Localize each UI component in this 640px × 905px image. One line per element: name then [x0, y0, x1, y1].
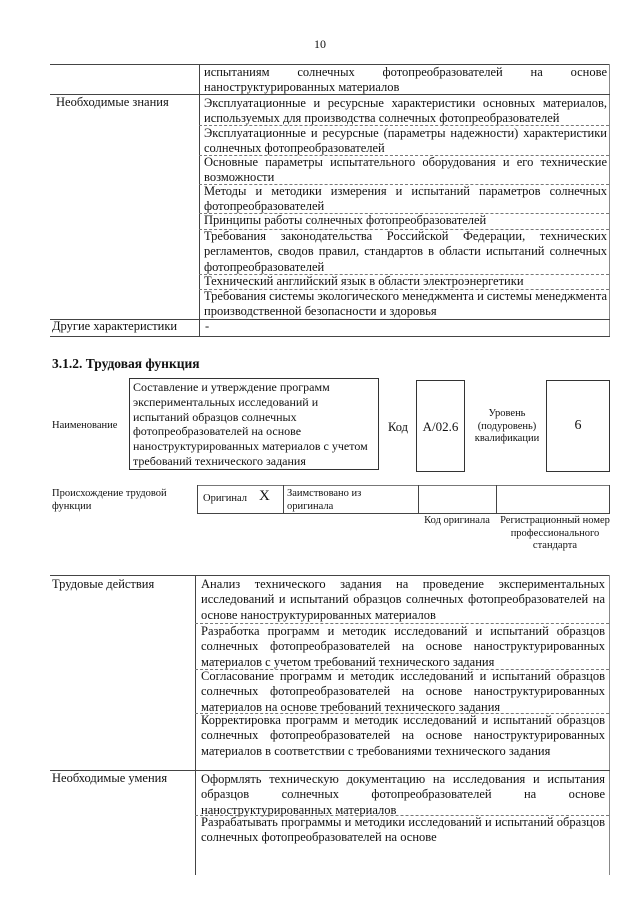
- other-label: Другие характеристики: [52, 319, 178, 333]
- level-label: Уровень (подуровень) квалификации: [474, 408, 540, 444]
- code-label: Код: [388, 420, 408, 434]
- skill-item: Оформлять техническую документацию на исследования и испытания образцов солнечных фотопреобразователей на основе наноструктурированных материалов: [201, 772, 605, 817]
- original-mark: X: [259, 488, 270, 504]
- knowledge-item: Технический английский язык в области электроэнергетики: [204, 274, 524, 288]
- level-value: 6: [574, 418, 582, 433]
- skill-item: Разрабатывать программы и методики исследований и испытаний образцов солнечных фотопреобразователей на основе: [201, 815, 605, 845]
- action-item: Разработка программ и методик исследований и испытаний образцов солнечных фотопреобразователей на основе наноструктурированных материалов с учетом требований технического задания: [201, 624, 605, 669]
- action-item: Анализ технического задания на проведение экспериментальных исследований и испытаний образцов солнечных фотопреобразователей на основе наноструктурированных материалов: [201, 577, 605, 622]
- knowledge-item: Принципы работы солнечных фотопреобразователей: [204, 213, 487, 227]
- code-value: А/02.6: [422, 419, 459, 434]
- actions-label: Трудовые действия: [52, 577, 155, 591]
- reg-number-label: Регистрационный номер профессионального стандарта: [500, 515, 610, 551]
- original-label: Оригинал: [203, 493, 247, 504]
- knowledge-item: Методы и методики измерения и испытаний параметров солнечных фотопреобразователей: [204, 184, 607, 214]
- action-item: Согласование программ и методик исследований и испытаний образцов солнечных фотопреобразователей на основе наноструктурированных материалов на основе требований технического задания: [201, 669, 605, 714]
- continuation-text: испытаниям солнечных фотопреобразователей на основе наноструктурированных материалов: [204, 65, 607, 95]
- name-label: Наименование: [52, 420, 118, 431]
- knowledge-item: Требования законодательства Российской Федерации, технических регламентов, сводов правил, стандартов в области испытаний солнечных фотопреобразователей: [204, 229, 607, 274]
- section-title: 3.1.2. Трудовая функция: [52, 356, 200, 371]
- knowledge-item: Эксплуатационные и ресурсные характеристики основных материалов, используемых для производства солнечных фотопреобразователей: [204, 96, 607, 126]
- origin-label: Происхождение трудовой функции: [52, 488, 167, 512]
- knowledge-item: Эксплуатационные и ресурсные (параметры надежности) характеристики солнечных фотопреобразователей: [204, 126, 607, 156]
- borrowed-label: Заимствовано из оригинала: [287, 488, 362, 512]
- action-item: Корректировка программ и методик исследований и испытаний образцов солнечных фотопреобразователей на основе наноструктурированных материалов в соответствии с требованиями технического задания: [201, 713, 605, 758]
- name-value: Составление и утверждение программ экспериментальных исследований и испытаний образцов солнечных фотопреобразователей на основе наноструктурированных материалов с учетом требований технического задания: [133, 380, 368, 468]
- knowledge-label: Необходимые знания: [56, 95, 169, 109]
- orig-code-label: Код оригинала: [424, 515, 490, 526]
- skills-label: Необходимые умения: [52, 771, 168, 785]
- other-value: -: [205, 319, 210, 333]
- knowledge-item: Требования системы экологического менеджмента и системы менеджмента производственной безопасности и здоровья: [204, 289, 607, 319]
- knowledge-item: Основные параметры испытательного оборудования и его технические возможности: [204, 155, 607, 185]
- page-number: 10: [314, 37, 326, 51]
